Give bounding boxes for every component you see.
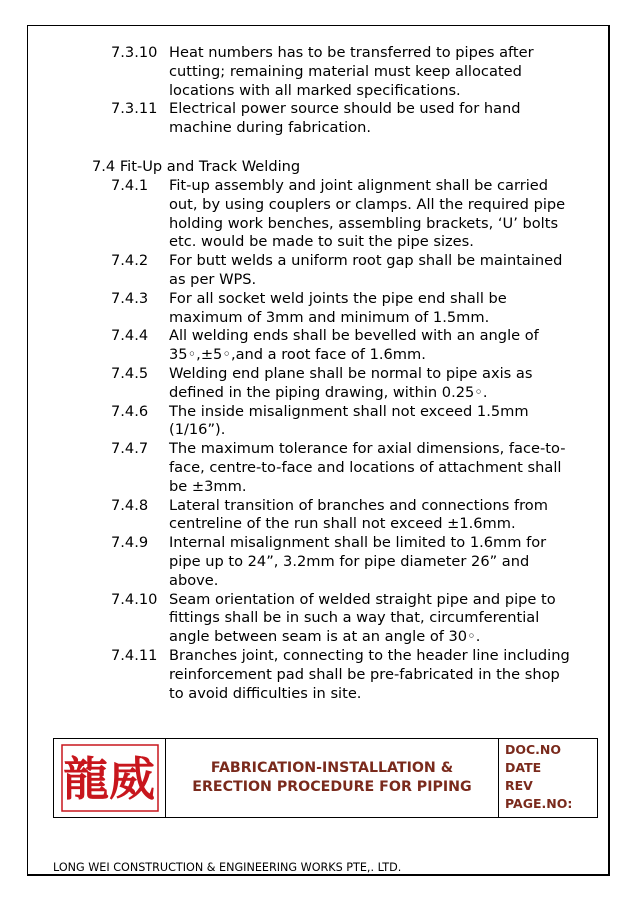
clause-number: 7.4.3	[111, 289, 149, 307]
rev-label: REV	[505, 778, 533, 793]
clause-line: All welding ends shall be bevelled with an angle of	[169, 327, 539, 345]
clause-number: 7.4.1	[111, 177, 149, 194]
clause-text	[169, 252, 589, 290]
clause-item	[111, 440, 591, 496]
clause-text	[169, 534, 589, 590]
clause-line: cutting; remaining material must keep allocated	[169, 62, 522, 80]
clause-text	[169, 177, 589, 252]
clause-line: reinforcement pad shall be pre-fabricated in the shop	[169, 665, 560, 683]
clause-text	[169, 100, 589, 138]
clause-number: 7.4.11	[111, 647, 158, 664]
clause-text	[169, 327, 589, 365]
clause-line: to avoid difficulties in site.	[169, 684, 362, 702]
clause-line: (1/16”).	[169, 421, 226, 439]
document-title: FABRICATION-INSTALLATION & ERECTION PROCEDURE FOR PIPING	[166, 739, 499, 817]
clause-line: above.	[169, 571, 219, 589]
clause-line: maximum of 3mm and minimum of 1.5mm.	[169, 308, 490, 326]
doc-no-label: DOC.NO	[505, 742, 562, 757]
document-meta	[499, 739, 597, 817]
clause-line: machine during fabrication.	[169, 119, 372, 137]
clause-text	[169, 591, 589, 647]
clause-text	[169, 497, 589, 535]
clause-item	[111, 403, 591, 441]
date-label: DATE	[505, 760, 542, 775]
clause-text	[169, 440, 589, 496]
svg-text:龍: 龍	[63, 752, 109, 806]
clause-line: locations with all marked specifications.	[169, 81, 461, 99]
clause-number: 7.3.10	[111, 44, 158, 61]
clause-line: be ±3mm.	[169, 477, 247, 495]
clause-number: 7.4.5	[111, 365, 149, 382]
clause-item	[111, 327, 591, 365]
clause-line: Internal misalignment shall be limited to 1.6mm for	[169, 534, 547, 552]
clause-line: defined in the piping drawing, within 0.25◦.	[169, 383, 488, 401]
clause-line: 35◦,±5◦,and a root face of 1.6mm.	[169, 346, 426, 364]
clause-line: Lateral transition of branches and connections from	[169, 496, 548, 514]
clause-line: Welding end plane shall be normal to pipe axis as	[169, 365, 533, 382]
clause-line: angle between seam is at an angle of 30◦.	[169, 628, 481, 646]
clause-item	[111, 647, 591, 703]
clause-number: 7.4.7	[111, 440, 149, 458]
clause-number: 7.4.8	[111, 496, 149, 514]
clause-line: centreline of the run shall not exceed ±1.6mm.	[169, 515, 516, 533]
clause-item	[111, 497, 591, 535]
clause-line: as per WPS.	[169, 270, 257, 288]
clause-number: 7.4.2	[111, 252, 149, 270]
clause-line: face, centre-to-face and locations of attachment shall	[169, 458, 562, 476]
clause-line: Electrical power source should be used for hand	[169, 100, 521, 118]
clause-line: The maximum tolerance for axial dimensions, face-to-	[169, 440, 566, 458]
clause-line: fittings shall be in such a way that, circumferential	[169, 609, 540, 627]
clause-text	[169, 647, 589, 703]
clause-line: pipe up to 24”, 3.2mm for pipe diameter 26” and	[169, 552, 530, 570]
company-seal-logo	[54, 739, 166, 817]
clause-item	[111, 252, 591, 290]
clause-number: 7.3.11	[111, 100, 158, 118]
page-no-label: PAGE.NO:	[505, 796, 573, 811]
clause-item	[111, 100, 591, 138]
clause-text	[169, 44, 589, 100]
company-logo-cell	[54, 739, 166, 817]
clause-line: holding work benches, assembling brackets, ‘U’ bolts	[169, 214, 559, 232]
footer-title-block	[53, 738, 598, 818]
clause-number: 7.4.10	[111, 590, 158, 608]
clause-line: Seam orientation of welded straight pipe and pipe to	[169, 590, 556, 608]
clause-line: The inside misalignment shall not exceed 1.5mm	[169, 402, 529, 420]
clause-line: Heat numbers has to be transferred to pipes after	[169, 44, 534, 61]
svg-text:威: 威	[109, 752, 155, 806]
clause-item	[111, 534, 591, 590]
clause-line: For butt welds a uniform root gap shall be maintained	[169, 252, 563, 270]
clause-item	[111, 44, 591, 100]
clause-number: 7.4.4	[111, 327, 149, 345]
clause-line: out, by using couplers or clamps. All the required pipe	[169, 195, 566, 213]
clause-text	[169, 290, 589, 328]
clause-number: 7.4.9	[111, 534, 149, 552]
clause-item	[111, 290, 591, 328]
clause-item	[111, 365, 591, 403]
clause-text	[169, 403, 589, 441]
clause-line: etc. would be made to suit the pipe sizes.	[169, 233, 474, 251]
clause-line: Branches joint, connecting to the header line including	[169, 647, 570, 664]
clause-item	[111, 177, 591, 252]
clause-line: For all socket weld joints the pipe end shall be	[169, 289, 507, 307]
section-heading-7-4: 7.4 Fit-Up and Track Welding	[92, 158, 301, 175]
clause-item	[111, 591, 591, 647]
clause-number: 7.4.6	[111, 402, 149, 420]
clause-line: Fit-up assembly and joint alignment shall be carried	[169, 177, 549, 194]
company-name-footer: LONG WEI CONSTRUCTION & ENGINEERING WORKS PTE,. LTD.	[53, 861, 402, 874]
clause-text	[169, 365, 589, 403]
